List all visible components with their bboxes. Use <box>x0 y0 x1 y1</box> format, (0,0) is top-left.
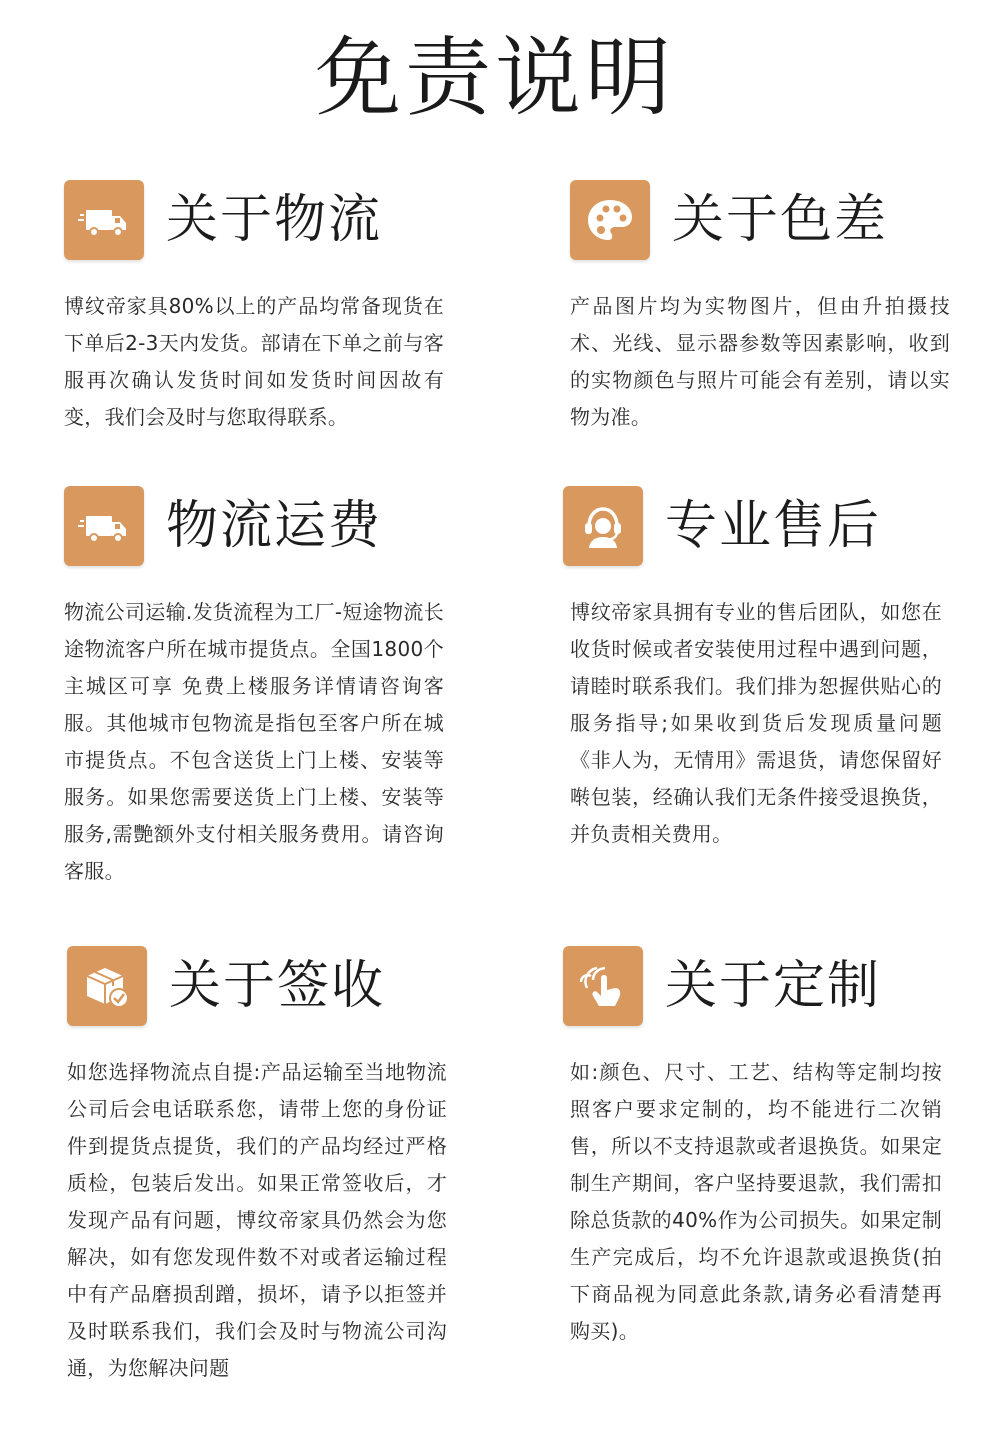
section-header <box>563 486 949 568</box>
section-title: 物流运费 <box>166 496 383 556</box>
hand-touch-icon <box>563 946 643 1026</box>
section-text: 博纹帝家具拥有专业的售后团队，如您在收货时候或者安装使用过程中遇到问题，请睦时联系我们。我们排为恕握供贴心的服务指导;如果收到货后发现质量问题《非人为，无情用》需退货，请您保留好啭包装，经确认我们无条件接受退换货，并负责相关费用。 <box>570 600 942 846</box>
section-logistics <box>64 180 444 436</box>
section-text: 产品图片均为实物图片，但由升拍摄技术、光线、显示器参数等因素影响，收到的实物颜色与照片可能会有差别，请以实物为准。 <box>570 294 950 429</box>
section-sign <box>67 946 447 1387</box>
section-header <box>64 486 444 568</box>
section-title: 关于定制 <box>665 956 882 1016</box>
customer-service-icon <box>563 486 643 566</box>
package-check-icon <box>67 946 147 1026</box>
section-title: 关于色差 <box>672 190 889 250</box>
section-aftersale <box>563 486 949 853</box>
section-custom <box>563 946 949 1350</box>
section-title: 专业售后 <box>665 496 882 556</box>
truck-icon <box>64 486 144 566</box>
section-header <box>67 946 447 1028</box>
page-title: 免责说明 <box>315 28 675 128</box>
section-header <box>570 180 950 262</box>
section-title: 关于物流 <box>166 190 383 250</box>
section-freight <box>64 486 444 890</box>
section-header <box>64 180 444 262</box>
palette-icon <box>570 180 650 260</box>
section-text: 如:颜色、尺寸、工艺、结构等定制均按照客户要求定制的，均不能进行二次销售，所以不支持退款或者退换货。如果定制生产期间，客户坚持要退款，我们需扣除总货款的40%作为公司损失。如果定制生产完成后，均不允许退款或退换货(拍下商品视为同意此条款,请务必看清楚再购买)。 <box>570 1060 942 1343</box>
section-text: 如您选择物流点自提:产品运输至当地物流公司后会电话联系您，请带上您的身份证件到提货点提货，我们的产品均经过严格质检，包装后发出。如果正常签收后，才发现产品有问题，博纹帝家具仍然会为您解决，如有您发现件数不对或者运输过程中有产品磨损刮蹭，损坏，请予以拒签并及时联系我们，我们会及时与物流公司沟通，为您解决问题 <box>67 1060 447 1380</box>
section-title: 关于签收 <box>169 956 386 1016</box>
section-text: 博纹帝家具80%以上的产品均常备现货在下单后2-3天内发货。部请在下单之前与客服再次确认发货时间如发货时间因故有变，我们会及时与您取得联系。 <box>64 294 444 429</box>
truck-icon <box>64 180 144 260</box>
section-header <box>563 946 949 1028</box>
section-text: 物流公司运输.发货流程为工厂-短途物流长途物流客户所在城市提货点。全国1800个主城区可享 免费上楼服务详情请咨询客服。其他城市包物流是指包至客户所在城市提货点。不包含送货上门上楼、安装等服务。如果您需要送货上门上楼、安装等服务,需艷额外支付相关服务费用。请咨询客服。 <box>64 600 444 883</box>
section-color <box>570 180 950 436</box>
